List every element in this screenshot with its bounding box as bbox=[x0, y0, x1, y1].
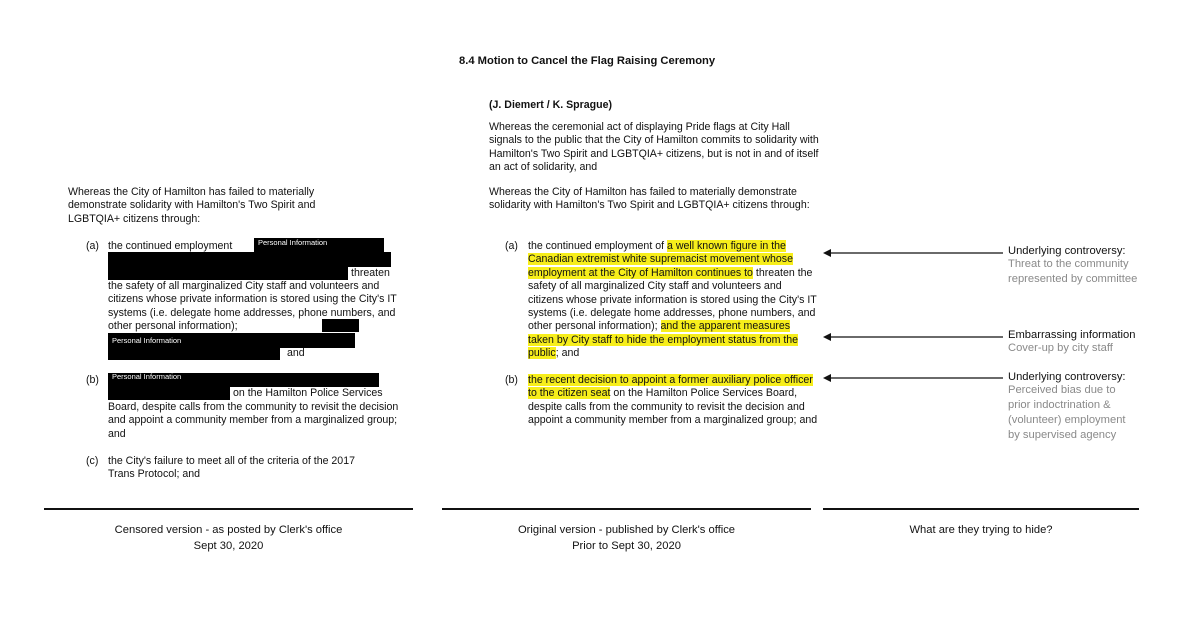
original-intro: Whereas the City of Hamilton has failed to materially demonstrate solidarity with Hamilton's Two Spirit and LGBTQIA+ citizens through: bbox=[489, 186, 810, 212]
arrow-left-icon bbox=[823, 373, 1003, 383]
note-bias bbox=[1008, 371, 1138, 443]
redaction-label: Personal Information bbox=[112, 336, 182, 345]
original-item-b-text: on the Hamilton Police Services Board, despite calls from the community to revisit the decision and appoint a community member from a marginalized group; and bbox=[528, 387, 818, 427]
note-body: Threat to the community represented by committee bbox=[1008, 258, 1138, 285]
caption-line: Prior to Sept 30, 2020 bbox=[572, 540, 681, 552]
motion-title: 8.4 Motion to Cancel the Flag Raising Ceremony bbox=[459, 55, 716, 67]
redaction-block bbox=[108, 333, 355, 348]
caption-question bbox=[823, 522, 1139, 538]
caption-original bbox=[442, 522, 811, 554]
redaction-label: Personal Information bbox=[258, 238, 328, 247]
highlight-cover-up: and the apparent measures taken by City staff to hide the employment status from the public bbox=[528, 320, 799, 360]
censored-intro: Whereas the City of Hamilton has failed to materially demonstrate solidarity with Hamilton's Two Spirit and LGBTQIA+ citizens through: bbox=[68, 186, 316, 225]
censored-item-a-label: (a) bbox=[86, 240, 99, 252]
original-whereas-1: Whereas the ceremonial act of displaying Pride flags at City Hall signals to the public that the City of Hamilton commits to solidarity with Hamilton's Two Spirit and LGBTQIA+ citizens, but is not in and of itself an act of solidarity, and bbox=[489, 121, 819, 174]
note-body: Cover-up by city staff bbox=[1008, 342, 1113, 354]
divider bbox=[44, 508, 413, 510]
arrow-left-icon bbox=[823, 332, 1003, 342]
censored-item-b-label: (b) bbox=[86, 374, 99, 386]
censored-item-b-body: Board, despite calls from the community to revisit the decision and appoint a community member from a marginalized group; and bbox=[108, 401, 399, 440]
redaction-block bbox=[108, 373, 379, 387]
caption-line: Sept 30, 2020 bbox=[193, 540, 264, 552]
note-heading: Underlying controversy: bbox=[1008, 245, 1126, 257]
redaction-block bbox=[322, 319, 359, 332]
redaction-label: Personal Information bbox=[112, 372, 182, 381]
censored-item-a-body: the safety of all marginalized City staff and volunteers and citizens whose private information is stored using the City's IT systems (i.e. delegate home addresses, phone numbers, and other personal information); bbox=[108, 280, 397, 333]
redaction-block bbox=[108, 266, 348, 280]
caption-censored bbox=[44, 522, 413, 554]
caption-line: What are they trying to hide? bbox=[909, 524, 1053, 536]
redaction-block bbox=[108, 252, 391, 267]
redaction-block bbox=[108, 386, 230, 400]
caption-line: Original version - published by Clerk's office bbox=[517, 524, 736, 536]
highlight-appointment: the recent decision to appoint a former auxiliary police officer to the citizen seat bbox=[528, 374, 813, 400]
original-item-a-text: the continued employment of bbox=[528, 240, 667, 252]
censored-item-c-label: (c) bbox=[86, 455, 99, 467]
note-body: Perceived bias due to prior indoctrination & (volunteer) employment by supervised agency bbox=[1008, 384, 1126, 441]
highlight-controversy-employment: a well known figure in the Canadian extremist white supremacist movement whose employment at the City of Hamilton continues to bbox=[528, 240, 793, 279]
note-heading: Embarrassing information bbox=[1008, 329, 1136, 341]
divider bbox=[823, 508, 1139, 510]
censored-item-c-body: the City's failure to meet all of the criteria of the 2017 Trans Protocol; and bbox=[108, 455, 355, 481]
motion-movers: (J. Diemert / K. Sprague) bbox=[489, 99, 613, 111]
censored-item-b-line1: on the Hamilton Police Services bbox=[233, 387, 383, 399]
note-cover-up bbox=[1008, 329, 1158, 356]
redaction-block bbox=[254, 238, 384, 252]
original-item-a-text: ; and bbox=[555, 347, 580, 360]
divider bbox=[442, 508, 811, 510]
censored-item-a-start: the continued employment bbox=[108, 240, 233, 252]
original-item-a-body bbox=[528, 240, 818, 361]
original-item-a-label: (a) bbox=[505, 240, 518, 252]
censored-item-a-and: and bbox=[287, 347, 305, 359]
note-threat bbox=[1008, 245, 1158, 287]
note-heading: Underlying controversy: bbox=[1008, 371, 1126, 383]
arrow-left-icon bbox=[823, 248, 1003, 258]
censored-item-a-threaten: threaten bbox=[351, 267, 390, 279]
original-item-b-body bbox=[528, 374, 818, 428]
caption-line: Censored version - as posted by Clerk's office bbox=[114, 524, 343, 536]
redaction-block bbox=[108, 347, 280, 360]
original-item-a-text: threaten the safety of all marginalized City staff and volunteers and citizens whose private information is stored using the City's IT systems (i.e. delegate home addresses, phone numbers, and other personal information); bbox=[528, 266, 817, 333]
original-item-b-label: (b) bbox=[505, 374, 518, 386]
